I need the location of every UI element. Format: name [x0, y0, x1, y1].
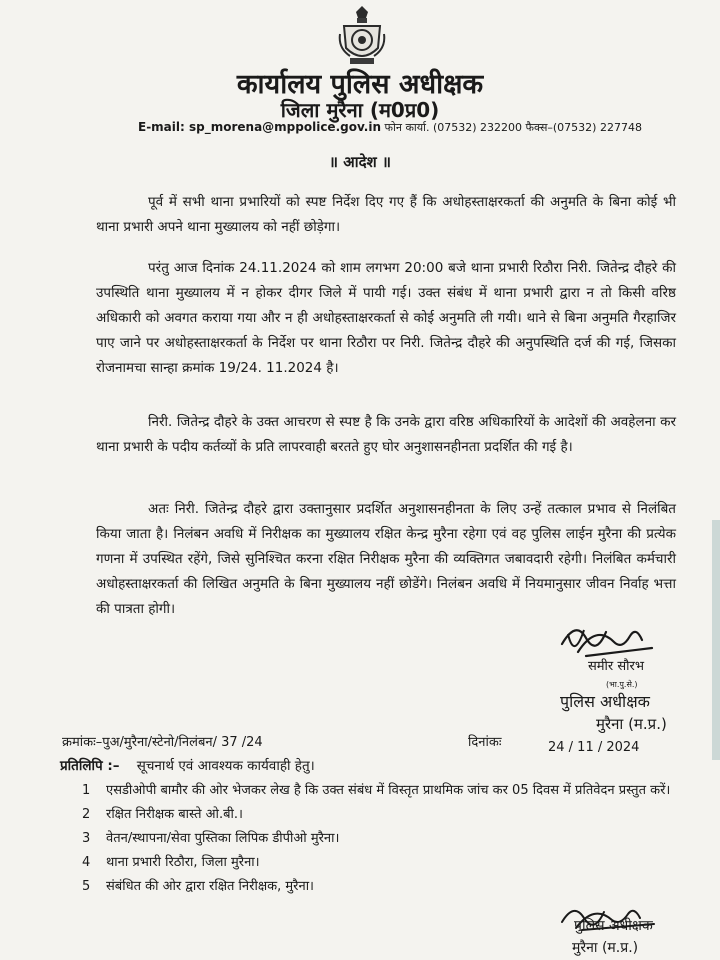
signatory-designation: पुलिस अधीक्षक [560, 692, 650, 711]
reference-number: क्रमांकः–पुअ/मुरैना/स्टेनो/निलंबन/ 37 /24 [62, 735, 263, 750]
email-link[interactable]: E-mail: sp_morena@mppolice.gov.in [138, 120, 382, 134]
signatory-service: (भा.पु.से.) [606, 680, 638, 689]
phone-number: फोन कार्या. (07532) 232200 [384, 121, 523, 134]
copy-item: 3 वेतन/स्थापना/सेवा पुस्तिका लिपिक डीपीओ मुरैना। [82, 831, 340, 846]
copy-item: 2 रक्षित निरीक्षक बास्ते ओ.बी.। [82, 807, 243, 822]
footer-place: मुरैना (म.प्र.) [572, 940, 639, 956]
signatory-place: मुरैना (म.प्र.) [596, 715, 667, 733]
copy-list [82, 780, 682, 900]
mp-police-emblem-icon [336, 4, 388, 66]
paragraph-incident: परंतु आज दिनांक 24.11.2024 को शाम लगभग 20:00 बजे थाना प्रभारी रिठौरा निरी. जितेन्द्र दौहरे की उपस्थिति थाना मुख्यालय में न होकर दीगर जिले में पायी गई। उक्त संबंध में थाना प्रभारी द्वारा न तो किसी वरिष्ठ अधिकारी को अवगत कराया गया और न ही अधोहस्ताक्षरकर्ता से कोई अनुमति ली गयी। थाने से बिना अनुमति गैरहाजिर पाए जाने पर अधोहस्ताक्षरकर्ता के निर्देश पर थाना रिठौरा पर निरी. जितेन्द्र दौहरे की अनुपस्थिति दर्ज की गई, जिसका रोजनामचा सान्हा क्रमांक 19/24. 11.2024 है। [96, 259, 676, 376]
order-heading: ॥ आदेश ॥ [329, 153, 391, 171]
contact-line [138, 120, 642, 135]
district-title: जिला मुरैना (म0प्र0) [280, 98, 440, 122]
footer-designation: पुलिस अधीक्षक [574, 918, 653, 934]
paragraph-instruction: पूर्व में सभी थाना प्रभारियों को स्पष्ट निर्देश दिए गए हैं कि अधोहस्ताक्षरकर्ता की अनुमति के बिना कोई भी थाना प्रभारी अपने थाना मुख्यालय को नहीं छोड़ेगा। [96, 193, 676, 235]
copy-item: 5 संबंधित की ओर द्वारा रक्षित निरीक्षक, मुरैना। [82, 879, 314, 894]
reference-date-label: दिनांकः [468, 735, 502, 750]
paragraph-suspension: अतः निरी. जितेन्द्र दौहरे द्वारा उक्तानुसार प्रदर्शित अनुशासनहीनता के लिए उन्हें तत्काल प्रभाव से निलंबित किया जाता है। निलंबन अवधि में निरीक्षक का मुख्यालय रक्षित केन्द्र मुरैना रहेगा एवं वह पुलिस लाईन मुरैना की प्रत्येक गणना में उपस्थित रहेंगे, जिसे सुनिश्चित करना रक्षित निरीक्षक मुरैना की व्यक्तिगत जबावदारी रहेगी। निलंबित कर्मचारी अधोहस्ताक्षरकर्ता की लिखित अनुमति के बिना मुख्यालय नहीं छोडेंगे। निलंबन अवधि में नियमानुसार जीवन निर्वाह भत्ता की पात्रता होगी। [96, 500, 676, 617]
office-title: कार्यालय पुलिस अधीक्षक [236, 69, 484, 100]
fax-number: फैक्स–(07532) 227748 [525, 121, 642, 134]
copy-purpose: सूचनार्थ एवं आवश्यक कार्यवाही हेतु। [136, 758, 315, 774]
copy-heading: प्रतिलिपि :– सूचनार्थ एवं आवश्यक कार्यवाही हेतु। [60, 758, 315, 774]
signatory-name: समीर सौरभ [588, 659, 644, 674]
copy-item: 1 एसडीओपी बामौर की ओर भेजकर लेख है कि उक्त संबंध में विस्तृत प्राथमिक जांच कर 05 दिवस में प्रतिवेदन प्रस्तुत करें। [82, 783, 671, 798]
copy-item: 4 थाना प्रभारी रिठौरा, जिला मुरैना। [82, 855, 260, 870]
reference-date: 24 / 11 / 2024 [548, 740, 640, 755]
page-edge-shadow [712, 520, 720, 760]
paragraph-conduct: निरी. जितेन्द्र दौहरे के उक्त आचरण से स्पष्ट है कि उनके द्वारा वरिष्ठ अधिकारियों के आदेशों की अवहेलना कर थाना प्रभारी के पदीय कर्तव्यों के प्रति लापरवाही बरतते हुए घोर अनुशासनहीनता प्रदर्शित की गई है। [96, 413, 676, 455]
